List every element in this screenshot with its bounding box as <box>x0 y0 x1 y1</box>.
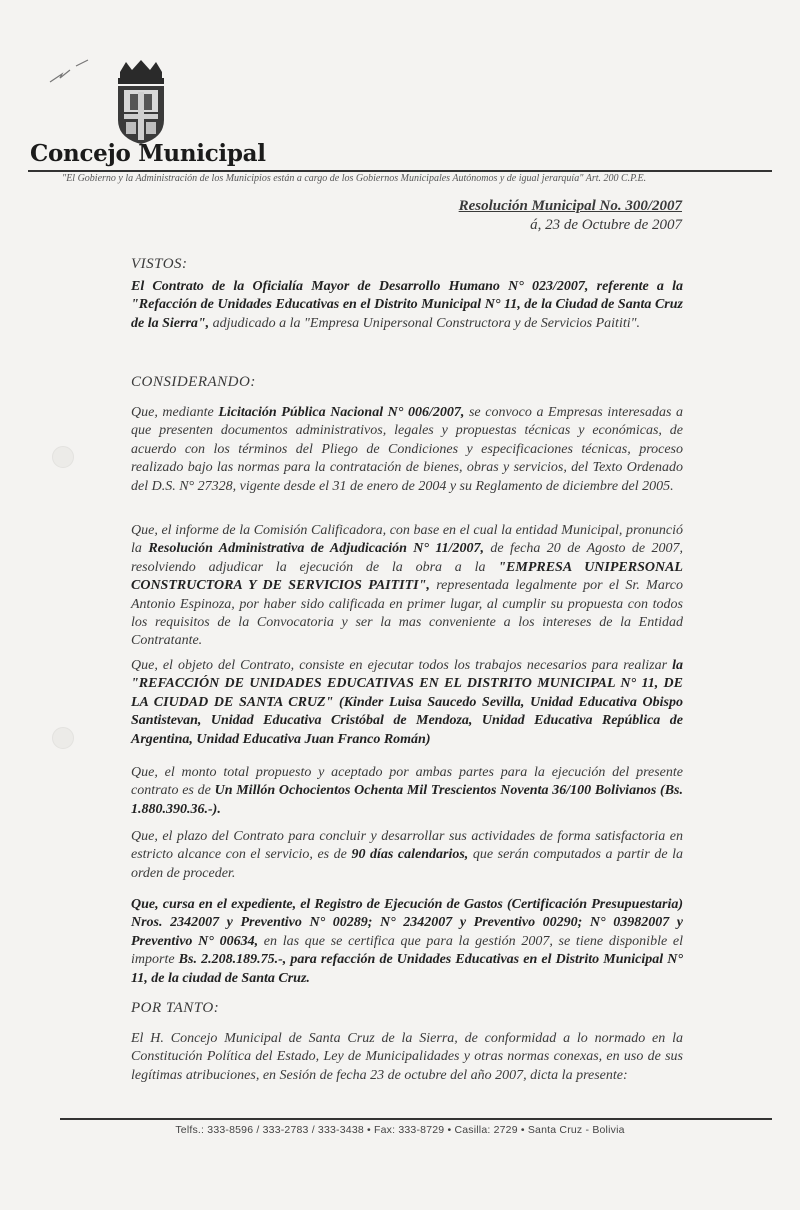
considerando-paragraph-3: Que, el objeto del Contrato, consiste en ejecutar todos los trabajos necesarios para realizar la "REFACCIÓN DE UNIDADES EDUCATIVAS EN EL DISTRITO MUNICIPAL N° 11, DE LA CIUDAD DE SANTA CRUZ" (Kinder Luisa Saucedo Sevilla, Unidad Educativa Obispo Santistevan, Unidad Educativa Cristóbal de Mendoza, Unidad Educativa República de Argentina, Unidad Educativa Juan Franco Román) <box>131 658 683 747</box>
considerando-paragraph-4: Que, el monto total propuesto y aceptado por ambas partes para la ejecución del presente contrato es de Un Millón Ochocientos Ochenta Mil Trescientos Noventa 36/100 Bolivianos (Bs. 1.880.390.36.-). <box>131 765 683 817</box>
header-tagline: "El Gobierno y la Administración de los Municipios están a cargo de los Gobiernos Municipales Autónomos y de igual jerarquía" Art. 200 C.P.E. <box>62 173 647 184</box>
vistos-paragraph: El Contrato de la Oficialía Mayor de Desarrollo Humano N° 023/2007, referente a la "Refacción de Unidades Educativas en el Distrito Municipal N° 11, de la Ciudad de Santa Cruz de la Sierra", adjudicado a la "Empresa Unipersonal Constructora y de Servicios Paititi". <box>131 279 683 331</box>
considerando-paragraph-6: Que, cursa en el expediente, el Registro de Ejecución de Gastos (Certificación Presupuestaria) Nros. 2342007 y Preventivo N° 00289; N° 2342007 y Preventivo 00290; N° 03982007 y Preventivo N° 00634, en las que se certifica que para la gestión 2007, se tiene disponible el importe Bs. 2.208.189.75.-, para refacción de Unidades Educativas en el Distrito Municipal N° 11, de la ciudad de Santa Cruz. <box>131 897 683 986</box>
org-name: Concejo Municipal <box>30 140 266 167</box>
pen-mark-icon <box>48 58 92 84</box>
heading-vistos: VISTOS: <box>131 256 188 272</box>
footer-contact: Telfs.: 333-8596 / 333-2783 / 333-3438 • Fax: 333-8729 • Casilla: 2729 • Santa Cruz - Bolivia <box>175 1124 625 1136</box>
considerando-paragraph-1: Que, mediante Licitación Pública Nacional N° 006/2007, se convoco a Empresas interesadas a que presenten documentos administrativos, legales y propuestas técnicas y económicas, de acuerdo con los términos del Pliego de Condiciones y especificaciones técnicas, proceso realizado bajo las normas para la contratación de bienes, obras y servicios, del Texto Ordenado del D.S. N° 27328, vigente desde el 31 de enero de 2004 y su Reglamento de diciembre del 2005. <box>131 405 683 494</box>
heading-considerando: CONSIDERANDO: <box>131 374 256 390</box>
resolution-number: Resolución Municipal No. 300/2007 <box>458 198 682 214</box>
footer-rule <box>60 1118 772 1120</box>
heading-por-tanto: POR TANTO: <box>131 1000 220 1016</box>
punch-hole <box>52 446 74 468</box>
punch-hole <box>52 727 74 749</box>
resolution-date: á, 23 de Octubre de 2007 <box>530 217 682 233</box>
por-tanto-paragraph: El H. Concejo Municipal de Santa Cruz de la Sierra, de conformidad a lo normado en la Constitución Política del Estado, Ley de Municipalidades y otras normas conexas, en uso de sus legítimas atribuciones, en Sesión de fecha 23 de octubre del año 2007, dicta la presente: <box>131 1031 683 1083</box>
header-rule <box>28 170 772 172</box>
considerando-paragraph-5: Que, el plazo del Contrato para concluir y desarrollar sus actividades de forma satisfactoria en estricto alcance con el servicio, es de 90 días calendarios, que serán computados a partir de la orden de proceder. <box>131 829 683 881</box>
considerando-paragraph-2: Que, el informe de la Comisión Calificadora, con base en el cual la entidad Municipal, pronunció la Resolución Administrativa de Adjudicación N° 11/2007, de fecha 20 de Agosto de 2007, resolviendo adjudicar la ejecución de la obra a la "EMPRESA UNIPERSONAL CONSTRUCTORA Y DE SERVICIOS PAITITI", representada legalmente por el Sr. Marco Antonio Espinoza, por haber sido calificada en primer lugar, al cumplir su propuesta con todos los requisitos de la Convocatoria y ser la mas conveniente a los intereses de la Entidad Contratante. <box>131 523 683 649</box>
coat-of-arms-icon <box>112 58 170 144</box>
